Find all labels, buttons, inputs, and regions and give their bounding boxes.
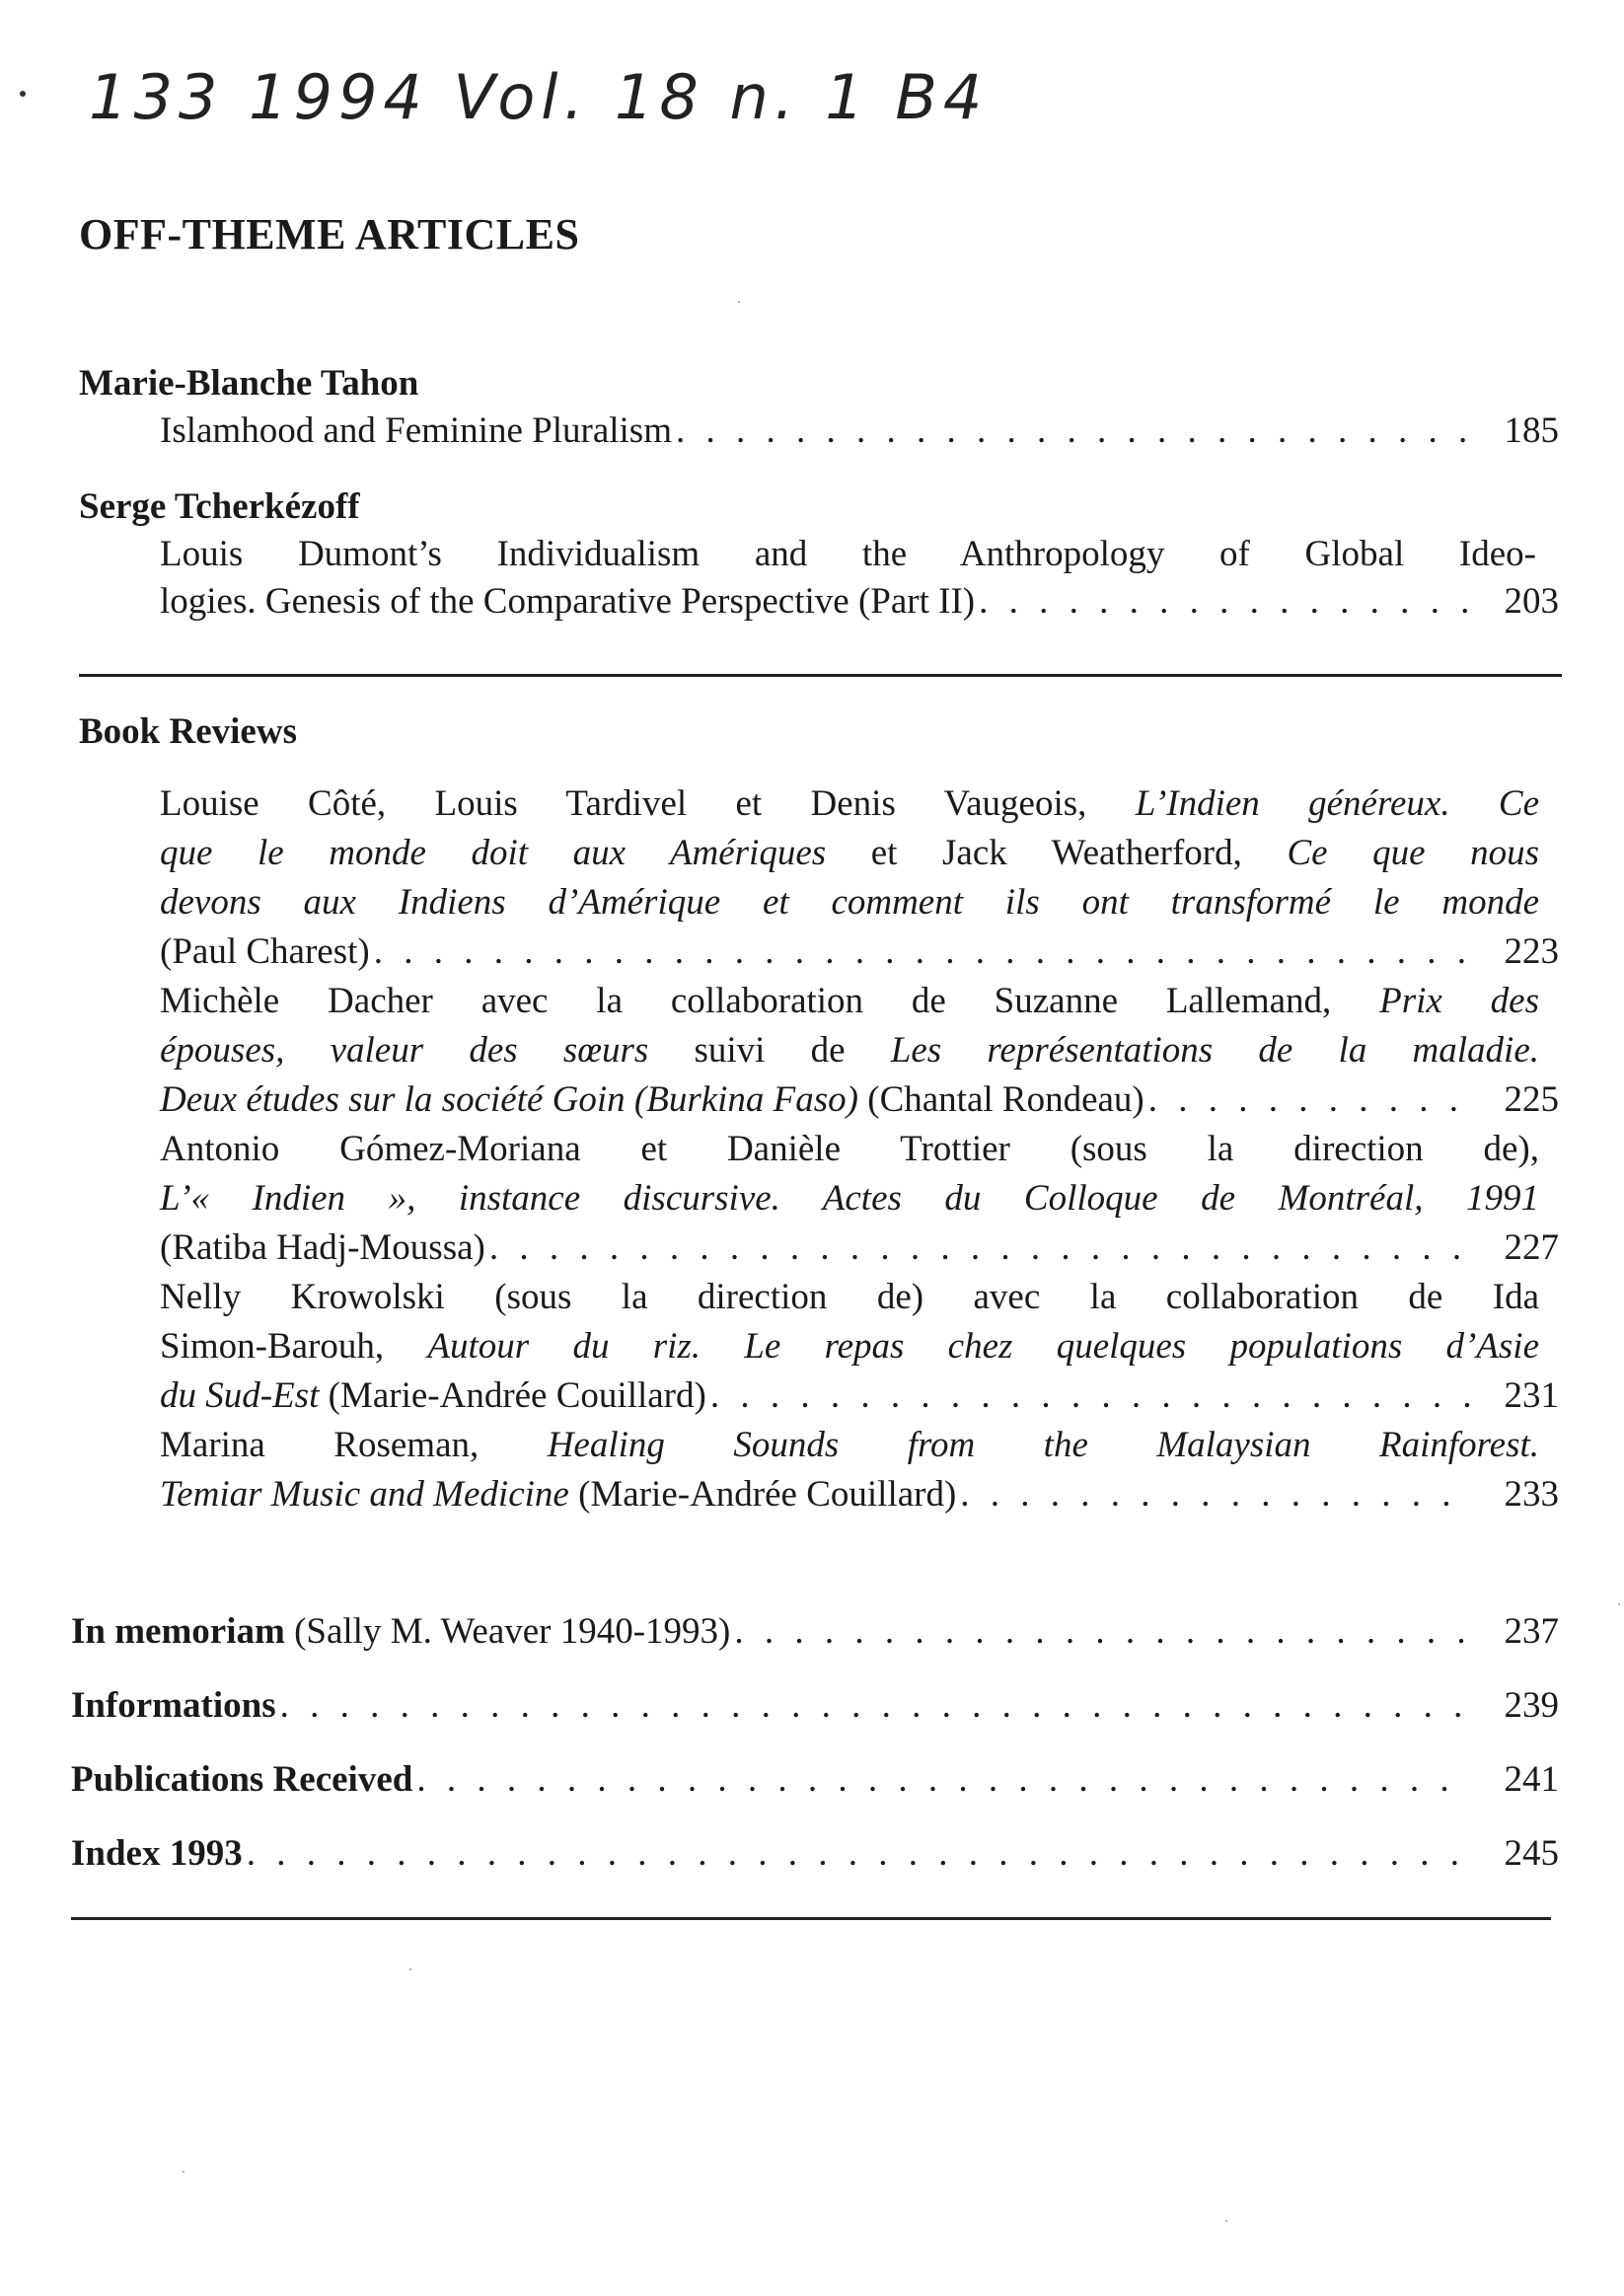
review-reviewer: (Chantal Rondeau): [858, 1079, 1144, 1120]
review-text: Louise Côté, Louis Tardivel et Denis Vaugeois,: [160, 783, 1136, 824]
review-title-text: que le monde doit aux Amériques: [160, 833, 827, 873]
toc-line: [160, 1470, 1559, 1519]
review-title-text: Deux études sur la société Goin (Burkina Faso): [160, 1079, 858, 1120]
article-title: [79, 407, 1559, 455]
leader-dots: [979, 578, 1470, 626]
ink-dot: [20, 91, 26, 97]
article-title: [79, 531, 1559, 626]
toc-line: [71, 1608, 1559, 1656]
leader-dots: [247, 1830, 1470, 1878]
review-line: Nelly Krowolski (sous la direction de) avec la collaboration de Ida: [160, 1277, 1539, 1317]
review-text: suivi de: [648, 1030, 891, 1071]
article-title-line: Louis Dumont’s Individualism and the Anthropology of Global Ideo-: [160, 534, 1536, 574]
leader-dots: [280, 1682, 1470, 1730]
review-line: [160, 829, 1539, 878]
page-number: 237: [1504, 1611, 1559, 1652]
toc-line: [160, 407, 1559, 455]
misc-entry-index: [71, 1830, 1559, 1878]
book-reviews-heading: Book Reviews: [79, 711, 297, 752]
article-title-line: Islamhood and Feminine Pluralism: [160, 410, 672, 451]
review-line: [160, 779, 1539, 829]
misc-entry-label: Informations: [71, 1685, 276, 1726]
misc-entry-in-memoriam: [71, 1608, 1559, 1656]
review-line: devons aux Indiens d’Amérique et comment ils ont transformé le monde: [160, 882, 1539, 923]
section-title: OFF-THEME ARTICLES: [79, 210, 580, 259]
review-entry: [160, 1125, 1559, 1273]
review-title-text: épouses, valeur des sœurs: [160, 1030, 649, 1071]
page-number: 231: [1504, 1375, 1559, 1416]
review-title-text: Healing Sounds from the Malaysian Rainforest.: [547, 1425, 1540, 1465]
scan-speck: [183, 2171, 185, 2173]
misc-entry-publications-received: [71, 1756, 1559, 1804]
page-number: 245: [1504, 1833, 1559, 1874]
article-entry: [79, 360, 1559, 455]
page-number: 241: [1504, 1759, 1559, 1800]
review-entry: [160, 779, 1559, 977]
book-reviews-list: [160, 779, 1559, 1519]
leader-dots: [960, 1470, 1470, 1519]
misc-entry-label: In memoriam: [71, 1611, 285, 1652]
review-entry: [160, 1421, 1559, 1519]
review-reviewer: (Marie-Andrée Couillard): [319, 1375, 706, 1416]
misc-entry-label: Publications Received: [71, 1759, 413, 1800]
page-number: 203: [1504, 581, 1559, 622]
review-entry: [160, 977, 1559, 1125]
review-title-text: Autour du riz. Le repas chez quelques populations d’Asie: [427, 1326, 1540, 1367]
review-reviewer: (Paul Charest): [160, 931, 370, 972]
toc-line: [71, 1682, 1559, 1730]
page-number: 227: [1504, 1227, 1559, 1268]
review-line: [160, 1026, 1539, 1075]
review-line-text: [160, 1470, 956, 1519]
article-title-line: logies. Genesis of the Comparative Perspective (Part II): [160, 581, 976, 622]
toc-line: [71, 1830, 1559, 1878]
scan-speck: [1225, 2220, 1227, 2222]
review-text: Marina Roseman,: [160, 1425, 548, 1465]
review-line: Antonio Gómez-Moriana et Danièle Trottier (sous la direction de),: [160, 1129, 1539, 1169]
handwritten-note-text: 133 1994 Vol. 18 n. 1 B4: [89, 61, 989, 133]
review-entry: [160, 1273, 1559, 1421]
review-line: [160, 1322, 1539, 1371]
leader-dots: [416, 1756, 1470, 1804]
toc-line: [71, 1756, 1559, 1804]
article-author: Serge Tcherkézoff: [79, 486, 360, 527]
misc-entry-detail: (Sally M. Weaver 1940-1993): [284, 1611, 731, 1652]
scan-speck: [409, 1968, 411, 1970]
misc-entry-label: Index 1993: [71, 1833, 243, 1874]
review-text: Simon-Barouh,: [160, 1326, 428, 1367]
review-text: Michèle Dacher avec la collaboration de Suzanne Lallemand,: [160, 981, 1380, 1021]
toc-line: [160, 1075, 1559, 1125]
review-reviewer: (Ratiba Hadj-Moussa): [160, 1227, 485, 1268]
review-title-text: Ce que nous: [1287, 833, 1539, 873]
toc-line: [160, 578, 1559, 626]
page-number: 239: [1504, 1685, 1559, 1726]
handwritten-note: [89, 61, 988, 133]
article-author: Marie-Blanche Tahon: [79, 363, 419, 404]
review-line: [160, 1421, 1539, 1470]
review-title-text: L’Indien généreux. Ce: [1135, 783, 1540, 824]
page-number: 225: [1504, 1079, 1559, 1120]
toc-line: [160, 1371, 1559, 1421]
page-number: 223: [1504, 931, 1559, 972]
review-title-text: du Sud-Est: [160, 1375, 320, 1416]
leader-dots: [676, 407, 1470, 455]
review-line-text: [160, 1075, 1144, 1125]
review-title-text: Prix des: [1379, 981, 1540, 1021]
misc-entry-informations: [71, 1682, 1559, 1730]
page-number: 185: [1504, 410, 1559, 451]
leader-dots: [734, 1608, 1470, 1656]
review-title-text: Temiar Music and Medicine: [160, 1474, 569, 1515]
leader-dots: [1148, 1075, 1470, 1125]
review-reviewer: (Marie-Andrée Couillard): [568, 1474, 957, 1515]
horizontal-rule: [71, 1917, 1551, 1920]
article-entry: [79, 483, 1559, 626]
scan-speck: [738, 301, 740, 303]
toc-line: [160, 927, 1559, 977]
review-text: et Jack Weatherford,: [826, 833, 1288, 873]
review-line-text: [160, 1371, 706, 1421]
toc-line: [160, 1223, 1559, 1273]
review-line: [160, 977, 1539, 1026]
page-number: 233: [1504, 1474, 1559, 1515]
horizontal-rule: [79, 674, 1562, 677]
scan-speck: [1618, 1603, 1620, 1605]
leader-dots: [489, 1223, 1470, 1273]
misc-entry-text: [71, 1608, 730, 1656]
leader-dots: [710, 1371, 1470, 1421]
review-title-text: Les représentations de la maladie.: [890, 1030, 1539, 1071]
leader-dots: [374, 927, 1470, 977]
review-line: L’« Indien », instance discursive. Actes du Colloque de Montréal, 1991: [160, 1178, 1539, 1219]
